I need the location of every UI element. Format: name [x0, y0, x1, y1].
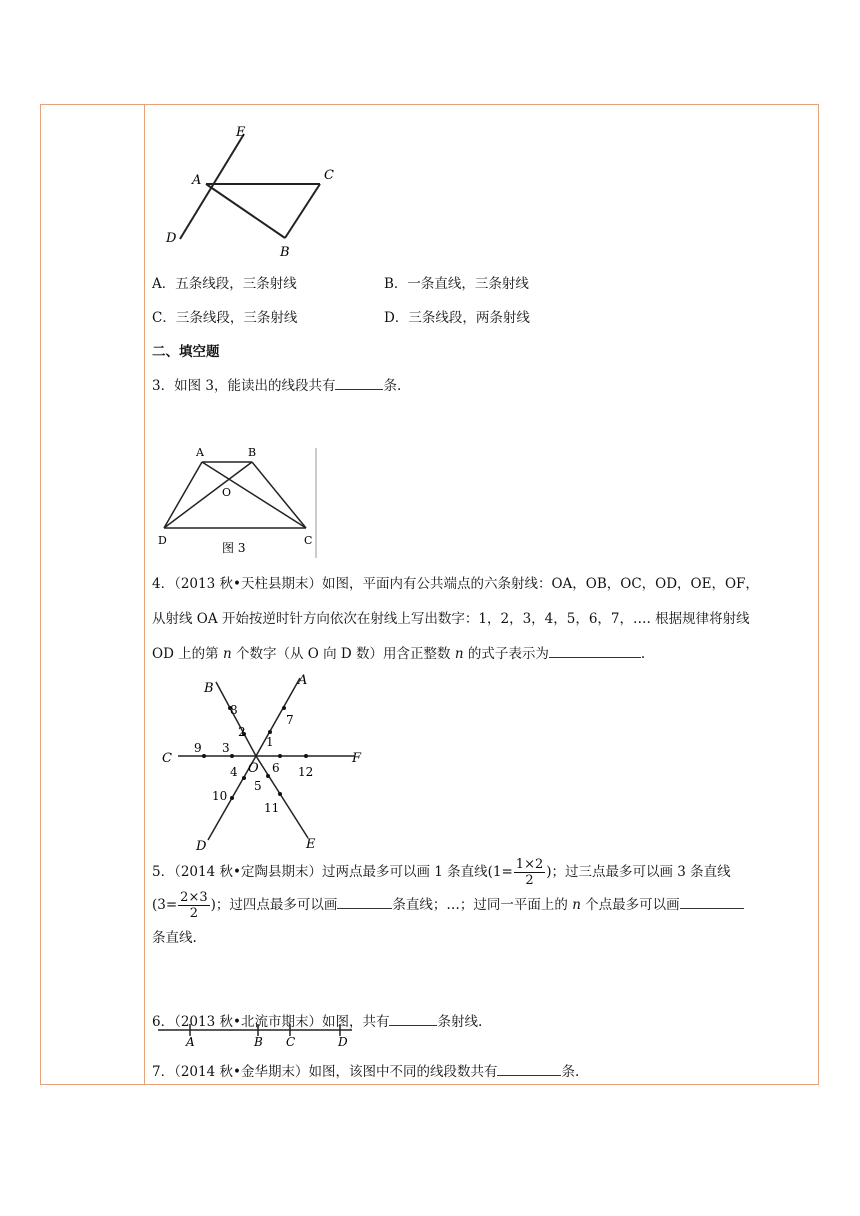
- figure-q4-point: [242, 776, 246, 780]
- question-4-line-3: [152, 642, 645, 662]
- q5-text-1: 5．（2014 秋•定陶县期末）过两点最多可以画 1 条直线: [152, 864, 488, 880]
- figure-q2-label-c: C: [324, 168, 334, 183]
- figure-q6-label-c: C: [286, 1035, 296, 1048]
- q4-variable-n: n: [222, 646, 232, 662]
- figure-3-segment-bc: [252, 462, 306, 528]
- q3-text-end: 条.: [383, 378, 402, 394]
- figure-q2-line-de: [180, 134, 244, 239]
- figure-q4-label-c: C: [162, 751, 172, 766]
- q2-option-a: A．五条线段，三条射线: [152, 276, 297, 292]
- q5-eq1-lhs: (1=: [487, 864, 513, 880]
- question-7: [152, 1060, 579, 1080]
- question-cell: [152, 104, 816, 1085]
- question-5: [152, 856, 812, 955]
- figure-3-segment-ad: [164, 462, 202, 528]
- q6-text: 6．（2013 秋•北流市期末）如图，共有: [152, 1014, 390, 1030]
- figure-3-label-c: C: [304, 534, 313, 547]
- question-3: [152, 374, 401, 394]
- figure-q4-label-o: O: [248, 761, 259, 776]
- q5-eq2-rhs: ): [210, 897, 216, 913]
- answer-blank: [335, 376, 383, 391]
- figure-q2-label-a: A: [192, 173, 202, 188]
- q5-fraction-1-numerator: 1×2: [515, 857, 544, 872]
- q4-variable-n: n: [454, 646, 464, 662]
- q5-text-6: 条直线.: [152, 930, 197, 946]
- figure-q4-number-9: 9: [194, 741, 202, 755]
- q2-option-b: B．一条直线，三条射线: [384, 276, 529, 292]
- q5-eq2-lhs: (3=: [152, 897, 178, 913]
- answer-blank: [337, 895, 392, 910]
- q5-text-3: ；过四点最多可以画: [215, 897, 338, 913]
- q5-text-4: 条直线；…；过同一平面上的: [392, 897, 573, 913]
- figure-q4-point: [268, 730, 272, 734]
- figure-3: [156, 440, 326, 560]
- q3-text: 3．如图 3，能读出的线段共有: [152, 378, 336, 394]
- figure-q4-label-d: D: [196, 839, 207, 852]
- figure-q4-number-4: 4: [230, 765, 238, 779]
- q4-text-a: OD 上的第: [152, 646, 223, 662]
- q2-option-c: C．三条线段，三条射线: [152, 310, 298, 326]
- figure-q2-label-e: E: [236, 125, 246, 140]
- figure-q2-label-b: B: [280, 245, 290, 260]
- figure-q4-number-1: 1: [266, 735, 274, 749]
- figure-q2: [162, 124, 352, 264]
- figure-q4-label-a: A: [298, 673, 308, 688]
- q5-eq1-rhs: ): [546, 864, 552, 880]
- figure-3-segment-bd: [164, 462, 252, 528]
- figure-q4-number-2: 2: [238, 725, 246, 739]
- q2-option-d: D．三条线段，两条射线: [384, 310, 530, 326]
- figure-q4: [158, 672, 368, 852]
- section-title: 二、填空题: [152, 344, 220, 360]
- figure-q4-label-e: E: [306, 837, 316, 852]
- q4-text-c: 的式子表示为: [463, 646, 549, 662]
- figure-q6-label-a: A: [186, 1035, 195, 1048]
- q5-fraction-2-denominator: 2: [189, 906, 199, 921]
- figure-q4-point: [202, 754, 206, 758]
- figure-3-label-a: A: [196, 446, 204, 459]
- figure-q2-segment-ab: [206, 184, 285, 238]
- figure-q6-label-d: D: [338, 1035, 348, 1048]
- q7-text-end: 条.: [561, 1064, 580, 1080]
- figure-q4-point: [230, 796, 234, 800]
- answer-blank: [549, 644, 641, 659]
- figure-3-label-o: O: [222, 486, 232, 499]
- q5-text-5: 个点最多可以画: [580, 897, 680, 913]
- q5-variable-n: n: [572, 897, 581, 913]
- figure-q4-point: [230, 754, 234, 758]
- figure-q4-label-b: B: [204, 681, 214, 696]
- figure-q4-number-7: 7: [286, 713, 294, 727]
- q5-fraction-2-numerator: 2×3: [180, 890, 208, 905]
- figure-3-label-d: D: [158, 534, 167, 547]
- q7-text: 7．（2014 秋•金华期末）如图，该图中不同的线段数共有: [152, 1064, 498, 1080]
- question-4-line-2: 从射线 OA 开始按逆时针方向依次在射线上写出数字：1，2，3，4，5，6，7，…. 根据规律将射线: [152, 611, 750, 627]
- q4-text-end: .: [640, 646, 646, 662]
- q5-fraction-1: [514, 857, 545, 888]
- figure-3-caption: 图 3: [222, 541, 246, 555]
- figure-q4-number-10: 10: [212, 789, 228, 803]
- answer-blank: [389, 1012, 437, 1027]
- table-column-divider: [144, 105, 145, 1084]
- figure-q4-number-11: 11: [264, 801, 280, 815]
- q5-fraction-2: [178, 890, 209, 921]
- figure-q4-point: [278, 792, 282, 796]
- figure-q6: [156, 1018, 356, 1048]
- figure-q4-point: [266, 774, 270, 778]
- figure-3-segment-ac: [202, 462, 306, 528]
- figure-q4-number-5: 5: [254, 779, 262, 793]
- answer-blank: [497, 1062, 561, 1077]
- q5-text-2: ；过三点最多可以画 3 条直线: [551, 864, 731, 880]
- figure-3-label-b: B: [248, 446, 257, 459]
- q5-fraction-1-denominator: 2: [525, 873, 534, 888]
- figure-q4-label-f: F: [352, 751, 362, 766]
- answer-blank: [680, 895, 744, 910]
- figure-q4-number-12: 12: [298, 765, 314, 779]
- figure-q6-label-b: B: [254, 1035, 263, 1048]
- figure-q4-point: [278, 754, 282, 758]
- figure-q4-number-3: 3: [222, 741, 230, 755]
- figure-q2-label-d: D: [166, 231, 177, 246]
- q6-text-end: 条射线.: [437, 1014, 483, 1030]
- figure-q2-segment-bc: [285, 184, 320, 238]
- q4-text-b: 个数字（从 O 向 D 数）用含正整数: [231, 646, 455, 662]
- figure-q4-point: [304, 754, 308, 758]
- question-4-line-1: 4．（2013 秋•天柱县期末）如图，平面内有公共端点的六条射线：OA，OB，OC，OD，OE，OF，: [152, 576, 759, 592]
- figure-q4-point: [282, 706, 286, 710]
- figure-q4-number-6: 6: [272, 761, 280, 775]
- figure-q4-number-8: 8: [230, 703, 238, 717]
